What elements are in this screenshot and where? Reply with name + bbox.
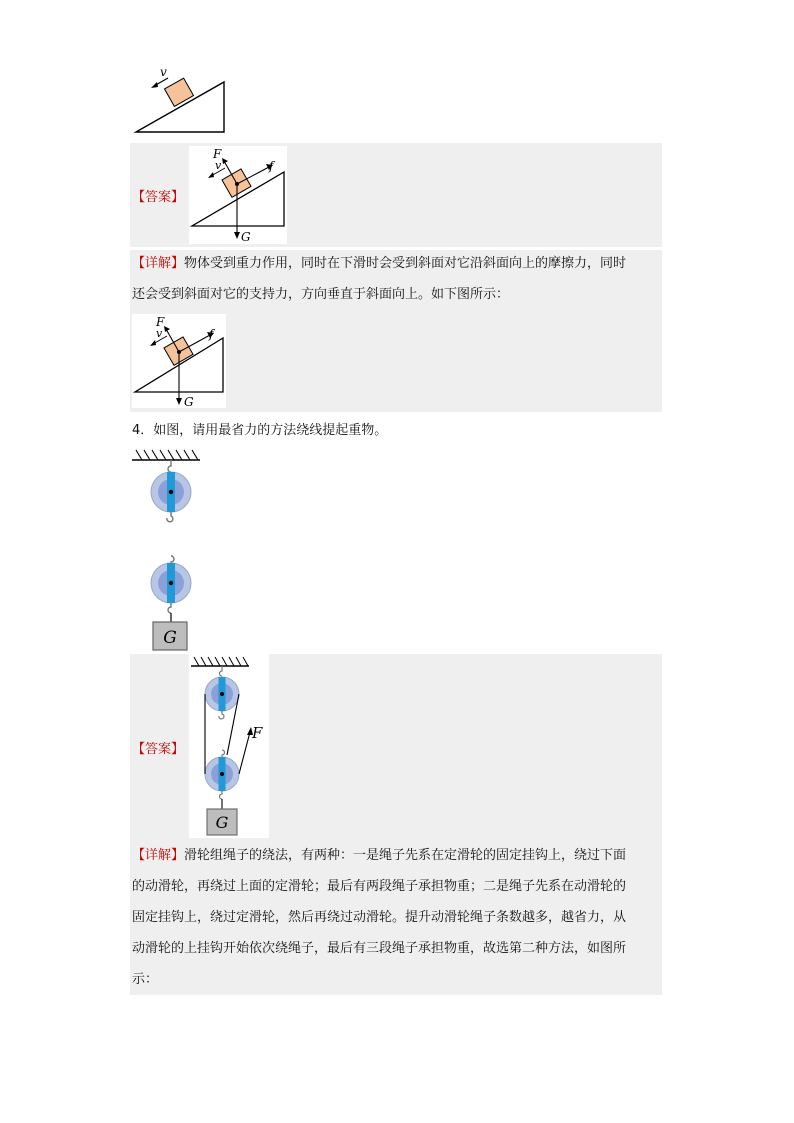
gravity-label: G — [241, 230, 251, 244]
incline-force-diagram-2 — [132, 314, 226, 408]
incline-force-diagram — [189, 146, 287, 244]
detail2-line1 — [132, 840, 626, 871]
detail1-figure — [132, 314, 226, 408]
detail2-text-1: 滑轮组绳子的绕法，有两种：一是绳子先系在定滑轮的固定挂钩上，绕过下面 — [184, 848, 627, 863]
velocity-label: v — [215, 159, 222, 172]
detail2-line4: 动滑轮的上挂钩开始依次绕绳子，最后有三段绳子承担物重，故选第二种方法，如图所 — [132, 941, 627, 956]
pulley-answer-diagram — [189, 654, 269, 838]
gravity-label: G — [184, 395, 194, 408]
friction-label: f — [209, 327, 214, 341]
detail2-line3: 固定挂钩上，绕过定滑轮，然后再绕过动滑轮。提升动滑轮绳子条数越多，越省力，从 — [132, 910, 627, 925]
answer2-tag: 【答案】 — [132, 742, 185, 757]
detail1-line1 — [132, 248, 626, 279]
friction-label: f — [269, 159, 274, 173]
support-force-label: F — [213, 147, 222, 161]
q3-figure — [132, 64, 228, 136]
support-force-label: F — [156, 315, 165, 329]
weight-label: G — [163, 628, 177, 648]
detail2-tag: 【详解】 — [132, 848, 185, 863]
detail1-tag: 【详解】 — [132, 256, 185, 271]
detail2-line5: 示： — [132, 972, 159, 987]
detail1-line2: 还会受到斜面对它的支持力，方向垂直于斜面向上。如下图所示： — [132, 287, 510, 302]
answer1-tag: 【答案】 — [132, 190, 185, 205]
incline-diagram — [132, 64, 228, 136]
velocity-label: v — [160, 65, 167, 79]
velocity-label: v — [156, 327, 163, 340]
weight-label: G — [215, 813, 229, 832]
force-label: F — [252, 724, 263, 742]
detail1-text-1: 物体受到重力作用，同时在下滑时会受到斜面对它沿斜面向上的摩擦力，同时 — [184, 256, 627, 271]
question4-text: 4．如图，请用最省力的方法绕线提起重物。 — [132, 423, 388, 438]
pulley-system-diagram — [130, 446, 204, 652]
answer2-figure — [189, 654, 269, 838]
answer1-figure — [189, 146, 287, 244]
detail2-line2: 的动滑轮，再绕过上面的定滑轮；最后有两段绳子承担物重；二是绳子先系在动滑轮的 — [132, 879, 627, 894]
q4-figure — [130, 446, 204, 652]
